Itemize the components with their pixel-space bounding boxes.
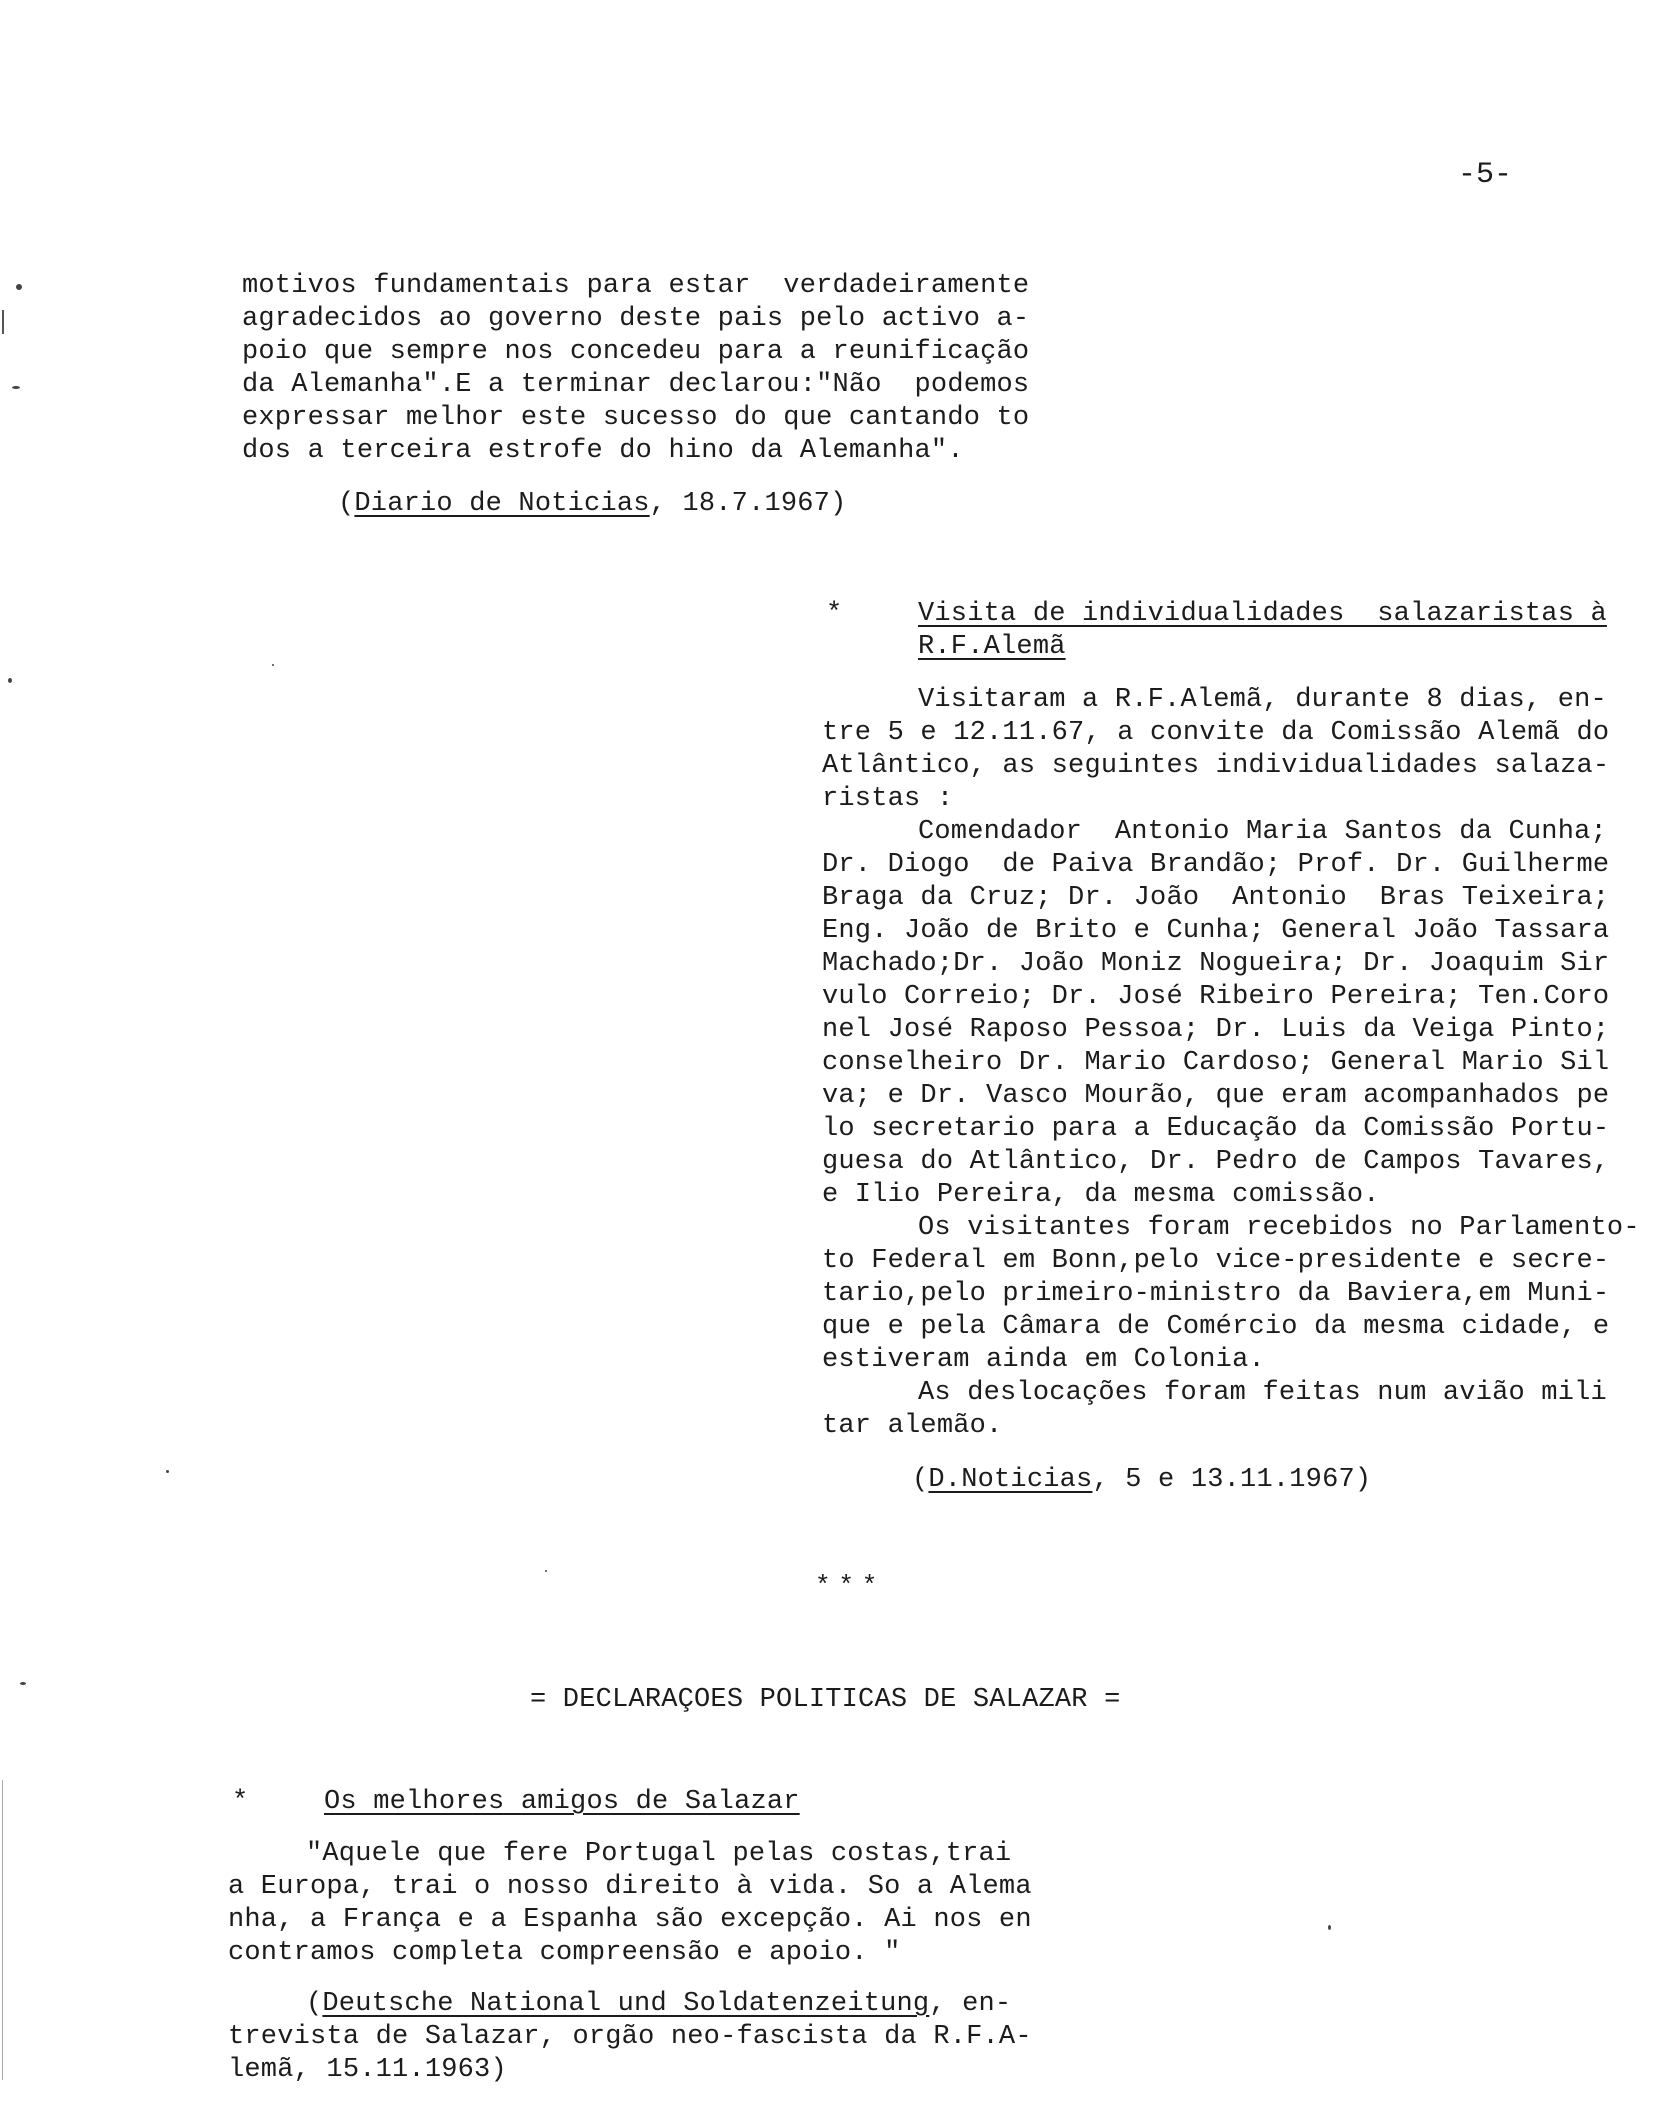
paragraph-line: expressar melhor este sucesso do que cantando to — [242, 403, 1030, 433]
paragraph-line: vulo Correio; Dr. José Ribeiro Pereira; Ten.Coro — [822, 982, 1610, 1012]
paragraph-line: guesa do Atlântico, Dr. Pedro de Campos Tavares, — [822, 1147, 1610, 1177]
scan-speck — [8, 678, 12, 683]
quote-line: nha, a França e a Espanha são excepção. Ai nos en — [228, 1905, 1032, 1935]
paragraph-line: poio que sempre nos concedeu para a reunificação — [242, 337, 1030, 367]
paragraph-line: Os visitantes foram recebidos no Parlamento- — [918, 1213, 1640, 1243]
paragraph-line: nel José Raposo Pessoa; Dr. Luis da Veiga Pinto; — [822, 1015, 1610, 1045]
scan-speck — [545, 1570, 547, 1572]
paragraph-line: Atlântico, as seguintes individualidades salaza- — [822, 751, 1610, 781]
scan-speck — [16, 284, 22, 290]
paragraph-line: tre 5 e 12.11.67, a convite da Comissão Alemã do — [822, 718, 1610, 748]
paragraph-line: to Federal em Bonn,pelo vice-presidente e secre- — [822, 1246, 1610, 1276]
citation — [912, 1464, 1371, 1497]
paragraph-line: tario,pelo primeiro-ministro da Baviera,em Muni- — [822, 1279, 1610, 1309]
paragraph-line: conselheiro Dr. Mario Cardoso; General Mario Sil — [822, 1048, 1610, 1078]
paragraph-line: lo secretario para a Educação da Comissão Portu- — [822, 1114, 1610, 1144]
section-title-cont: R.F.Alemã — [918, 632, 1066, 662]
paragraph-line: Eng. João de Brito e Cunha; General João Tassara — [822, 916, 1610, 946]
scan-speck — [20, 1682, 26, 1685]
citation-line: lemã, 15.11.1963) — [228, 2055, 507, 2085]
citation-open: ( — [338, 489, 355, 519]
citation-source: Diario de Noticias — [354, 489, 650, 519]
scan-edge-mark — [2, 1780, 3, 2080]
citation-open: ( — [912, 1465, 929, 1495]
separator-asterisks: * * * — [815, 1571, 878, 1601]
scan-speck — [1328, 1925, 1331, 1930]
paragraph-line: que e pela Câmara de Comércio da mesma cidade, e — [822, 1312, 1610, 1342]
section-title: Os melhores amigos de Salazar — [324, 1787, 800, 1817]
citation-line: trevista de Salazar, orgão neo-fascista da R.F.A- — [228, 2022, 1032, 2052]
quote-line: "Aquele que fere Portugal pelas costas,trai — [306, 1839, 1012, 1869]
citation-rest: , en- — [929, 1989, 1012, 2019]
section-bullet: * — [232, 1787, 249, 1817]
paragraph-line: Machado;Dr. João Moniz Nogueira; Dr. Joaquim Sir — [822, 949, 1610, 979]
paragraph-line: agradecidos ao governo deste pais pelo activo a- — [242, 304, 1030, 334]
paragraph-line: Visitaram a R.F.Alemã, durante 8 dias, en- — [918, 685, 1607, 715]
paragraph-line: Braga da Cruz; Dr. João Antonio Bras Teixeira; — [822, 883, 1610, 913]
scan-speck — [272, 664, 274, 666]
paragraph-line: As deslocações foram feitas num avião mili — [918, 1378, 1607, 1408]
scan-speck — [12, 386, 20, 389]
page-number: -5- — [1458, 158, 1513, 192]
citation-source: Deutsche National und Soldatenzeitung — [322, 1989, 930, 2019]
quote-line: a Europa, trai o nosso direito à vida. So a Alema — [228, 1872, 1032, 1902]
paragraph-line: e Ilio Pereira, da mesma comissão. — [822, 1180, 1380, 1210]
paragraph-line: Dr. Diogo de Paiva Brandão; Prof. Dr. Guilherme — [822, 850, 1610, 880]
quote-line: contramos completa compreensão e apoio. " — [228, 1938, 901, 1968]
paragraph-line: va; e Dr. Vasco Mourão, que eram acompanhados pe — [822, 1081, 1610, 1111]
paragraph-line: motivos fundamentais para estar verdadeiramente — [242, 271, 1030, 301]
citation-open: ( — [306, 1989, 323, 2019]
citation — [338, 488, 847, 521]
section-bullet: * — [826, 599, 843, 629]
section-title: Visita de individualidades salazaristas à — [918, 599, 1607, 629]
scan-speck — [166, 1470, 169, 1473]
citation-source: D.Noticias — [928, 1465, 1093, 1495]
paragraph-line: ristas : — [822, 784, 954, 814]
paragraph-line: dos a terceira estrofe do hino da Alemanha". — [242, 436, 964, 466]
scan-edge-mark — [2, 310, 4, 334]
paragraph-line: tar alemão. — [822, 1411, 1003, 1441]
citation — [306, 1988, 1011, 2021]
citation-rest: , 5 e 13.11.1967) — [1092, 1465, 1372, 1495]
citation-rest: , 18.7.1967) — [649, 489, 847, 519]
paragraph-line: estiveram ainda em Colonia. — [822, 1345, 1265, 1375]
paragraph-line: Comendador Antonio Maria Santos da Cunha; — [918, 817, 1607, 847]
paragraph-line: da Alemanha".E a terminar declarou:"Não podemos — [242, 370, 1030, 400]
section-heading: = DECLARAÇOES POLITICAS DE SALAZAR = — [530, 1685, 1121, 1715]
